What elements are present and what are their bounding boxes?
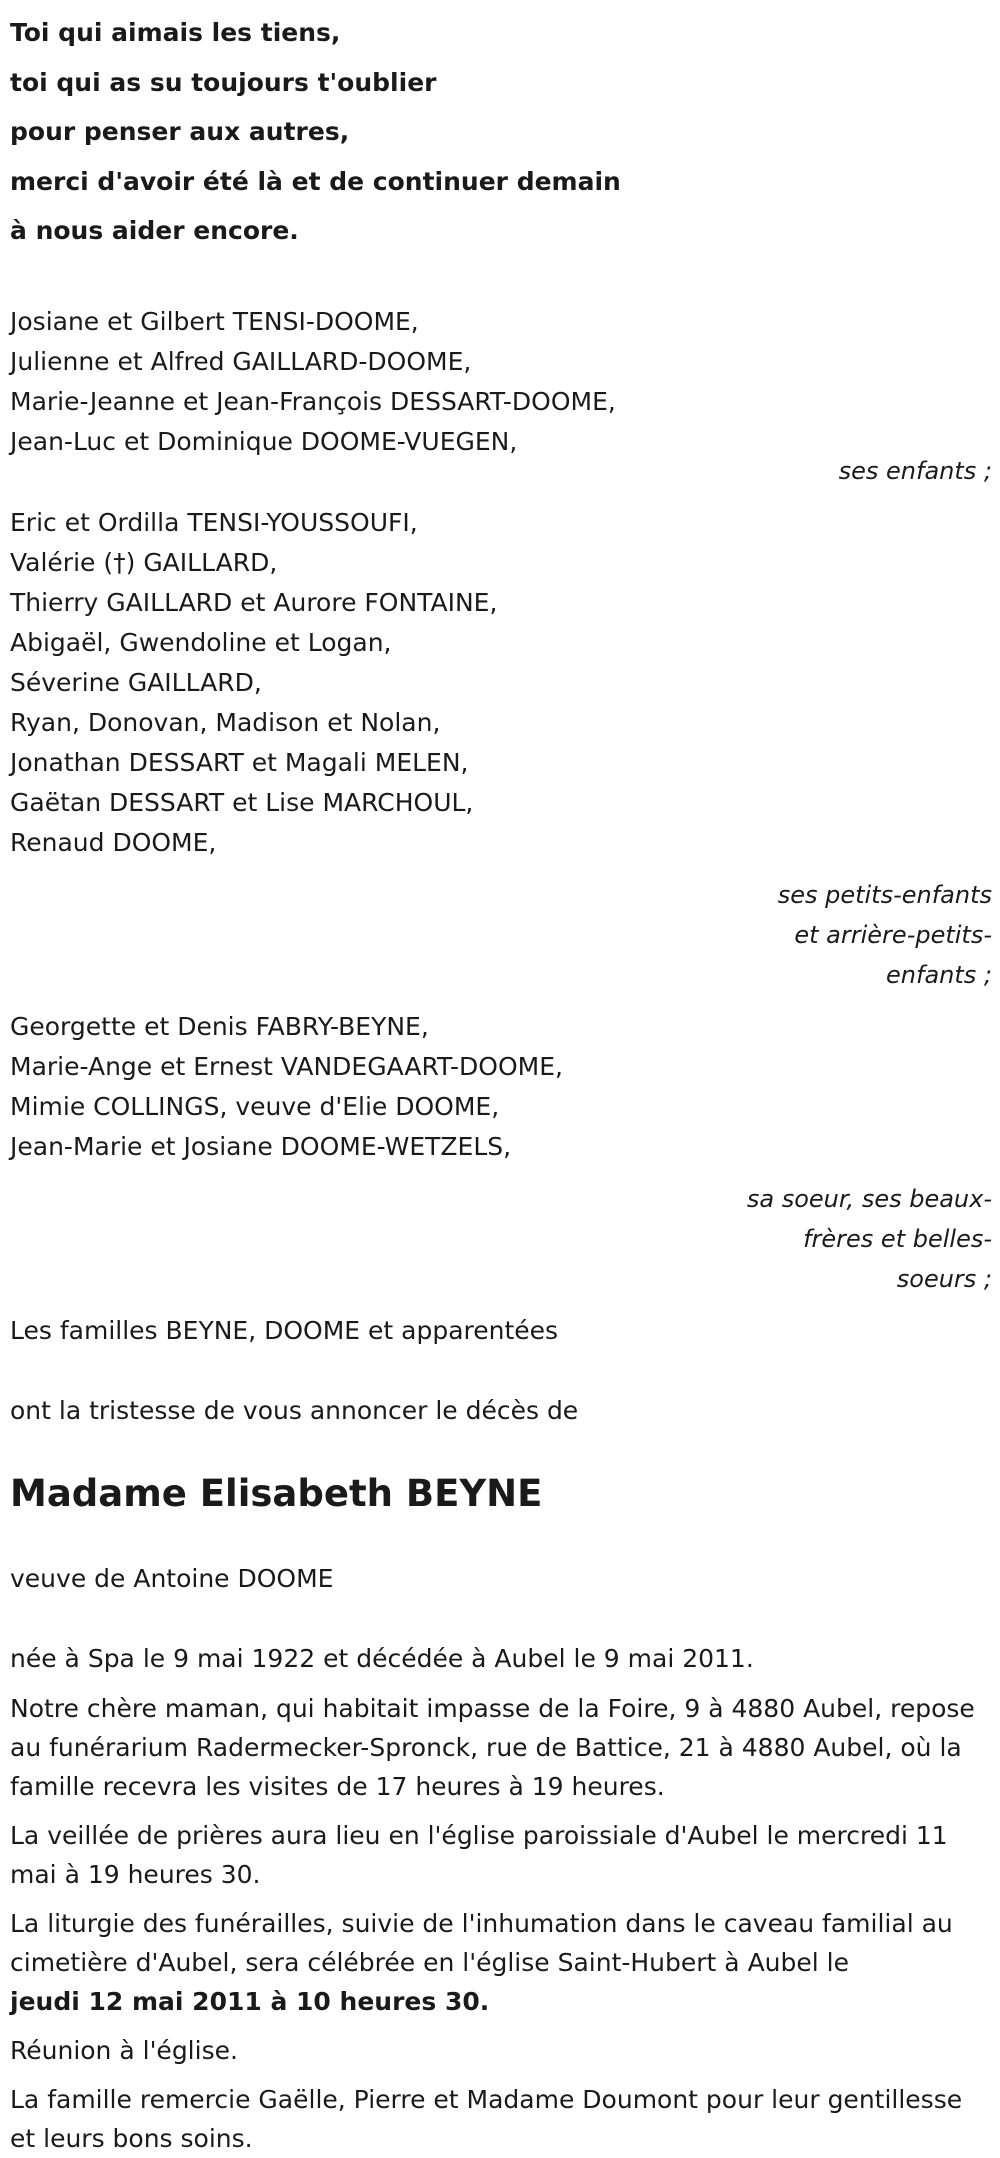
- family-member: Séverine GAILLARD,: [10, 667, 262, 697]
- relation-line: et arrière-petits-: [794, 920, 992, 949]
- relation-line: soeurs ;: [896, 1264, 992, 1293]
- grandchildren-list: [10, 503, 1000, 863]
- family-member: Julienne et Alfred GAILLARD-DOOME,: [10, 346, 472, 376]
- poem-line: pour penser aux autres,: [10, 117, 350, 146]
- thanks-paragraph: La famille remercie Gaëlle, Pierre et Madame Doumont pour leur gentillesse et leurs bons soins.: [10, 2084, 963, 2153]
- residence-paragraph: Notre chère maman, qui habitait impasse de la Foire, 9 à 4880 Aubel, repose au funérarium Radermecker-Spronck, rue de Battice, 21 à 4880 Aubel, où la famille recevra les visites de 17 heures à 19 heures.: [10, 1693, 975, 1801]
- family-member: Marie-Jeanne et Jean-François DESSART-DOOME,: [10, 386, 616, 416]
- children-list: [10, 302, 1000, 462]
- family-member: Jean-Marie et Josiane DOOME-WETZELS,: [10, 1131, 512, 1161]
- family-member: Renaud DOOME,: [10, 827, 217, 857]
- family-member: Ryan, Donovan, Madison et Nolan,: [10, 707, 441, 737]
- relation-line: sa soeur, ses beaux-: [746, 1184, 992, 1213]
- relation-line: frères et belles-: [803, 1224, 992, 1253]
- related-families: Les familles BEYNE, DOOME et apparentées: [10, 1315, 559, 1345]
- relation-siblings: [692, 1179, 992, 1299]
- poem-line: à nous aider encore.: [10, 216, 299, 245]
- family-member: Valérie (†) GAILLARD,: [10, 547, 278, 577]
- relation-children: ses enfants ;: [838, 456, 992, 485]
- family-member: Abigaël, Gwendoline et Logan,: [10, 627, 392, 657]
- relation-line: ses petits-enfants: [777, 880, 992, 909]
- widow-of: veuve de Antoine DOOME: [10, 1563, 334, 1593]
- birth-death-info: née à Spa le 9 mai 1922 et décédée à Aubel le 9 mai 2011.: [10, 1643, 754, 1673]
- poem-line: merci d'avoir été là et de continuer demain: [10, 166, 621, 196]
- liturgy-paragraph: [10, 1904, 990, 2021]
- relation-grandchildren: [692, 875, 992, 995]
- family-member: Thierry GAILLARD et Aurore FONTAINE,: [10, 587, 498, 617]
- deceased-name: Madame Elisabeth BEYNE: [10, 1471, 543, 1515]
- poem-line: toi qui as su toujours t'oublier: [10, 67, 437, 97]
- liturgy-text: La liturgie des funérailles, suivie de l'inhumation dans le caveau familial au cimetière d'Aubel, sera célébrée en l'église Saint-Hubert à Aubel le: [10, 1908, 953, 1977]
- family-member: Jonathan DESSART et Magali MELEN,: [10, 747, 469, 777]
- liturgy-date: jeudi 12 mai 2011 à 10 heures 30.: [10, 1986, 490, 2016]
- family-member: Josiane et Gilbert TENSI-DOOME,: [10, 306, 419, 336]
- poem-line: Toi qui aimais les tiens,: [10, 18, 341, 47]
- family-member: Gaëtan DESSART et Lise MARCHOUL,: [10, 787, 474, 817]
- relation-line: enfants ;: [886, 960, 992, 989]
- family-member: Marie-Ange et Ernest VANDEGAART-DOOME,: [10, 1051, 563, 1081]
- meeting-paragraph: Réunion à l'église.: [10, 2035, 238, 2065]
- family-member: Georgette et Denis FABRY-BEYNE,: [10, 1011, 429, 1041]
- vigil-paragraph: La veillée de prières aura lieu en l'église paroissiale d'Aubel le mercredi 11 mai à 19 heures 30.: [10, 1820, 948, 1889]
- family-member: Mimie COLLINGS, veuve d'Elie DOOME,: [10, 1091, 500, 1121]
- family-member: Jean-Luc et Dominique DOOME-VUEGEN,: [10, 426, 518, 456]
- announcement-text: ont la tristesse de vous annoncer le décès de: [10, 1395, 579, 1425]
- siblings-list: [10, 1007, 1000, 1167]
- family-member: Eric et Ordilla TENSI-YOUSSOUFI,: [10, 507, 418, 537]
- poem: [10, 0, 1000, 256]
